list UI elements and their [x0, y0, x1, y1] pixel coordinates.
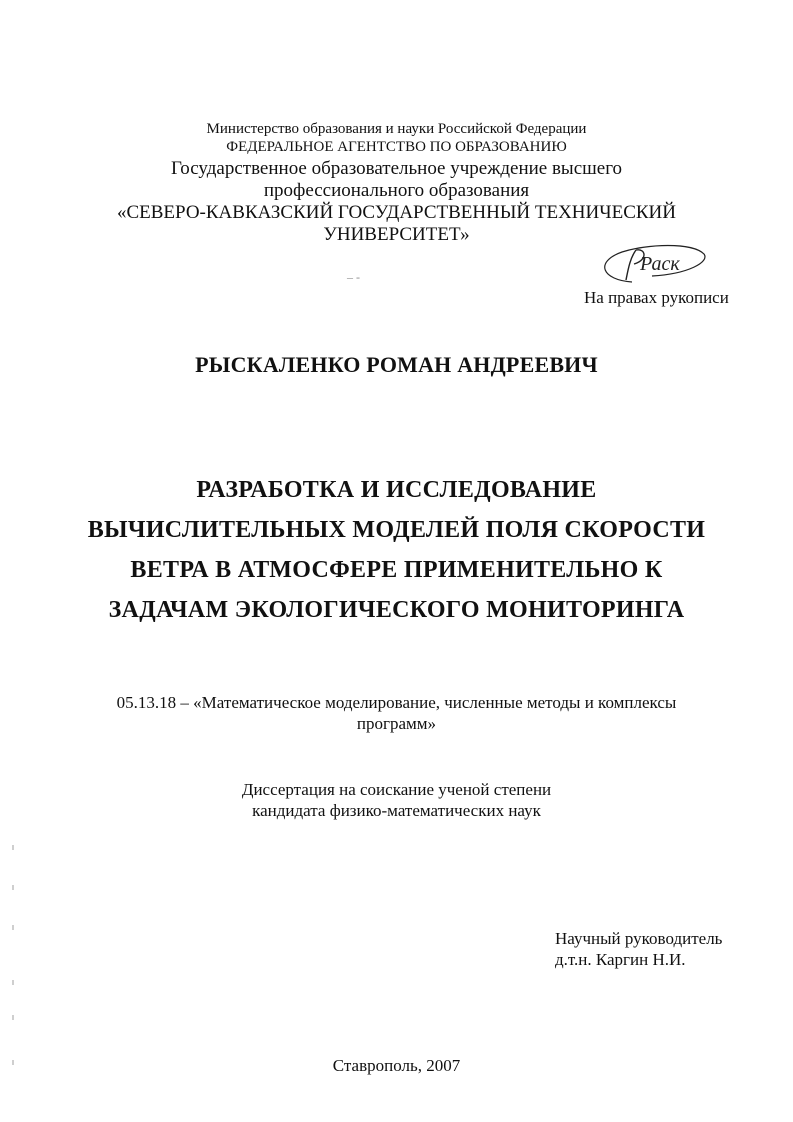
- manuscript-note: На правах рукописи: [584, 288, 729, 307]
- degree-block: [0, 779, 793, 821]
- supervisor-block: [555, 928, 722, 970]
- degree-line-1: Диссертация на соискание ученой степени: [241, 780, 552, 799]
- agency-line: ФЕДЕРАЛЬНОЕ АГЕНТСТВО ПО ОБРАЗОВАНИЮ: [226, 139, 567, 155]
- title-line-3: ВЕТРА В АТМОСФЕРЕ ПРИМЕНИТЕЛЬНО К: [130, 557, 663, 583]
- institution-line-1: Государственное образовательное учреждение высшего: [170, 158, 623, 179]
- institution-line-2: профессионального образования: [263, 180, 530, 201]
- header-block: [0, 120, 793, 246]
- title-line-1: РАЗРАБОТКА И ИССЛЕДОВАНИЕ: [196, 477, 597, 503]
- author-name: РЫСКАЛЕНКО РОМАН АНДРЕЕВИЧ: [195, 352, 598, 377]
- supervisor-name: д.т.н. Каргин Н.И.: [555, 950, 686, 969]
- title-line-4: ЗАДАЧАМ ЭКОЛОГИЧЕСКОГО МОНИТОРИНГА: [108, 597, 685, 623]
- degree-line-2: кандидата физико-математических наук: [252, 801, 541, 820]
- specialty-line-2: программ»: [356, 714, 437, 733]
- university-line-1: «СЕВЕРО-КАВКАЗСКИЙ ГОСУДАРСТВЕННЫЙ ТЕХНИЧЕСКИЙ: [116, 202, 676, 223]
- dissertation-title: [0, 470, 793, 630]
- scan-margin-marks: [12, 845, 18, 1075]
- specialty-block: [0, 692, 793, 734]
- signature-text: Раск: [640, 253, 680, 275]
- supervisor-label: Научный руководитель: [555, 929, 723, 948]
- title-line-2: ВЫЧИСЛИТЕЛЬНЫХ МОДЕЛЕЙ ПОЛЯ СКОРОСТИ: [87, 517, 706, 543]
- university-line-2: УНИВЕРСИТЕТ»: [323, 224, 470, 245]
- specialty-line-1: 05.13.18 – «Математическое моделирование, численные методы и комплексы: [116, 693, 677, 712]
- ministry-line: Министерство образования и науки Российской Федерации: [206, 121, 587, 137]
- place-year: Ставрополь, 2007: [332, 1056, 461, 1075]
- signature-image: [592, 240, 712, 292]
- scan-dash-mark: – -: [347, 270, 360, 284]
